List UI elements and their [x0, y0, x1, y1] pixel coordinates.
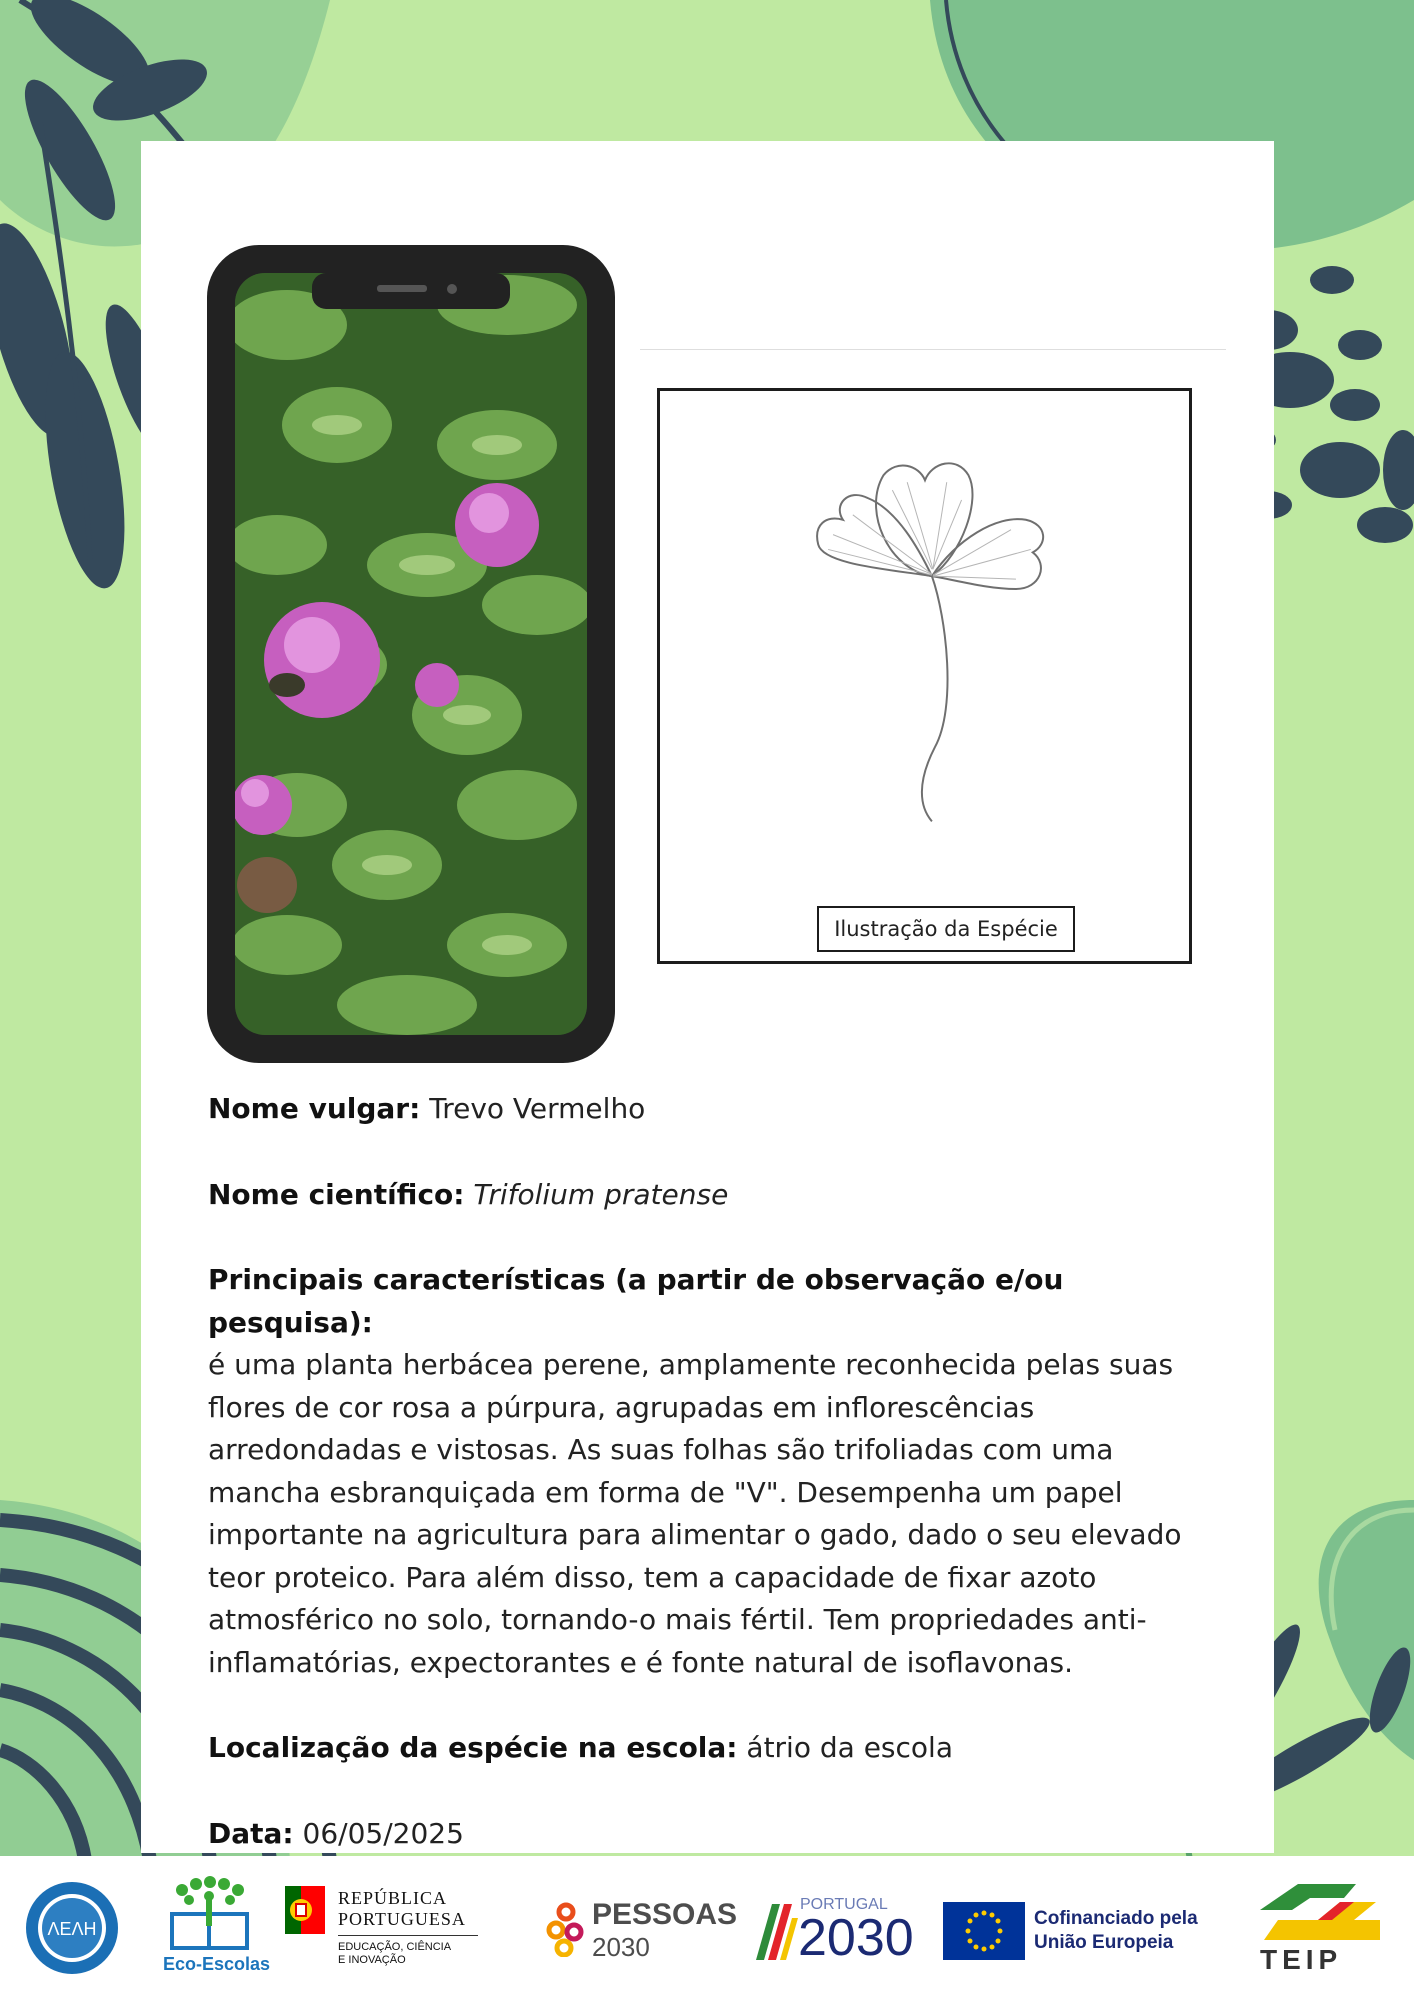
- species-info: [208, 1088, 1208, 1898]
- republica-line2: PORTUGUESA: [338, 1909, 466, 1929]
- pessoas-word: PESSOAS: [592, 1898, 738, 1931]
- scientific-name-field: [208, 1174, 1208, 1217]
- republica-sub2: E INOVAÇÃO: [338, 1954, 406, 1966]
- republica-line1: REPÚBLICA: [338, 1888, 448, 1908]
- svg-text:ΛΕΛΗ: ΛΕΛΗ: [47, 1919, 97, 1939]
- common-name-label: Nome vulgar:: [208, 1092, 421, 1125]
- portugal-coat-of-arms-icon: [285, 1886, 325, 1934]
- scientific-name-value: Trifolium pratense: [473, 1177, 729, 1211]
- location-label: Localização da espécie na escola:: [208, 1731, 738, 1764]
- eu-line1: Cofinanciado pela: [1034, 1908, 1198, 1929]
- illustration-caption: Ilustração da Espécie: [817, 906, 1075, 952]
- date-label: Data:: [208, 1816, 294, 1850]
- teip-logo: [1258, 1880, 1384, 1942]
- date-value: 06/05/2025: [302, 1816, 464, 1850]
- location-field: [208, 1727, 1208, 1770]
- clover-drawing: [660, 391, 1189, 961]
- common-name-field: [208, 1088, 1208, 1131]
- characteristics-label: Principais características (a partir de observação e/ou pesquisa):: [208, 1263, 1064, 1339]
- illustration-frame: [657, 388, 1192, 964]
- characteristics-value: é uma planta herbácea perene, amplamente reconhecida pelas suas flores de cor rosa a púrpura, agrupadas em inflorescências arredondadas e vistosas. As suas folhas são trifoliadas com uma mancha esbranquiçada em forma de "V". Desempenha um papel importante na agricultura para alimentar o gado, dado o seu elevado teor proteico. Para além disso, tem a capacidade de fixar azoto atmosférico no solo, tornando-o mais fértil. Tem propriedades anti-inflamatórias, expectorantes e é fonte natural de isoflavonas.: [208, 1348, 1182, 1679]
- pessoas-year: 2030: [592, 1932, 650, 1962]
- footer-logos: [0, 1856, 1414, 2000]
- portugal-word: PORTUGAL: [800, 1896, 888, 1913]
- location-value: átrio da escola: [746, 1731, 953, 1764]
- school-seal-logo: [25, 1881, 119, 1975]
- portugal-2030-icon: [752, 1898, 798, 1962]
- eu-line2: União Europeia: [1034, 1932, 1174, 1953]
- date-field: [208, 1813, 1208, 1856]
- common-name-value: Trevo Vermelho: [429, 1092, 646, 1125]
- portugal-year: 2030: [798, 1909, 914, 1967]
- divider-line: [640, 349, 1226, 350]
- eco-escolas-logo: [162, 1876, 257, 1951]
- clover-photo: [227, 273, 592, 1035]
- phone-photo-frame: [207, 245, 615, 1063]
- pessoas-2030-icon: [546, 1902, 586, 1957]
- eco-escolas-label: Eco-Escolas: [163, 1954, 271, 1974]
- eu-flag-icon: [943, 1902, 1025, 1960]
- republica-divider: [338, 1935, 478, 1936]
- scientific-name-label: Nome científico:: [208, 1177, 465, 1211]
- teip-label: TEIP: [1260, 1944, 1343, 1975]
- characteristics-field: [208, 1259, 1208, 1684]
- republica-sub1: EDUCAÇÃO, CIÊNCIA: [338, 1941, 452, 1953]
